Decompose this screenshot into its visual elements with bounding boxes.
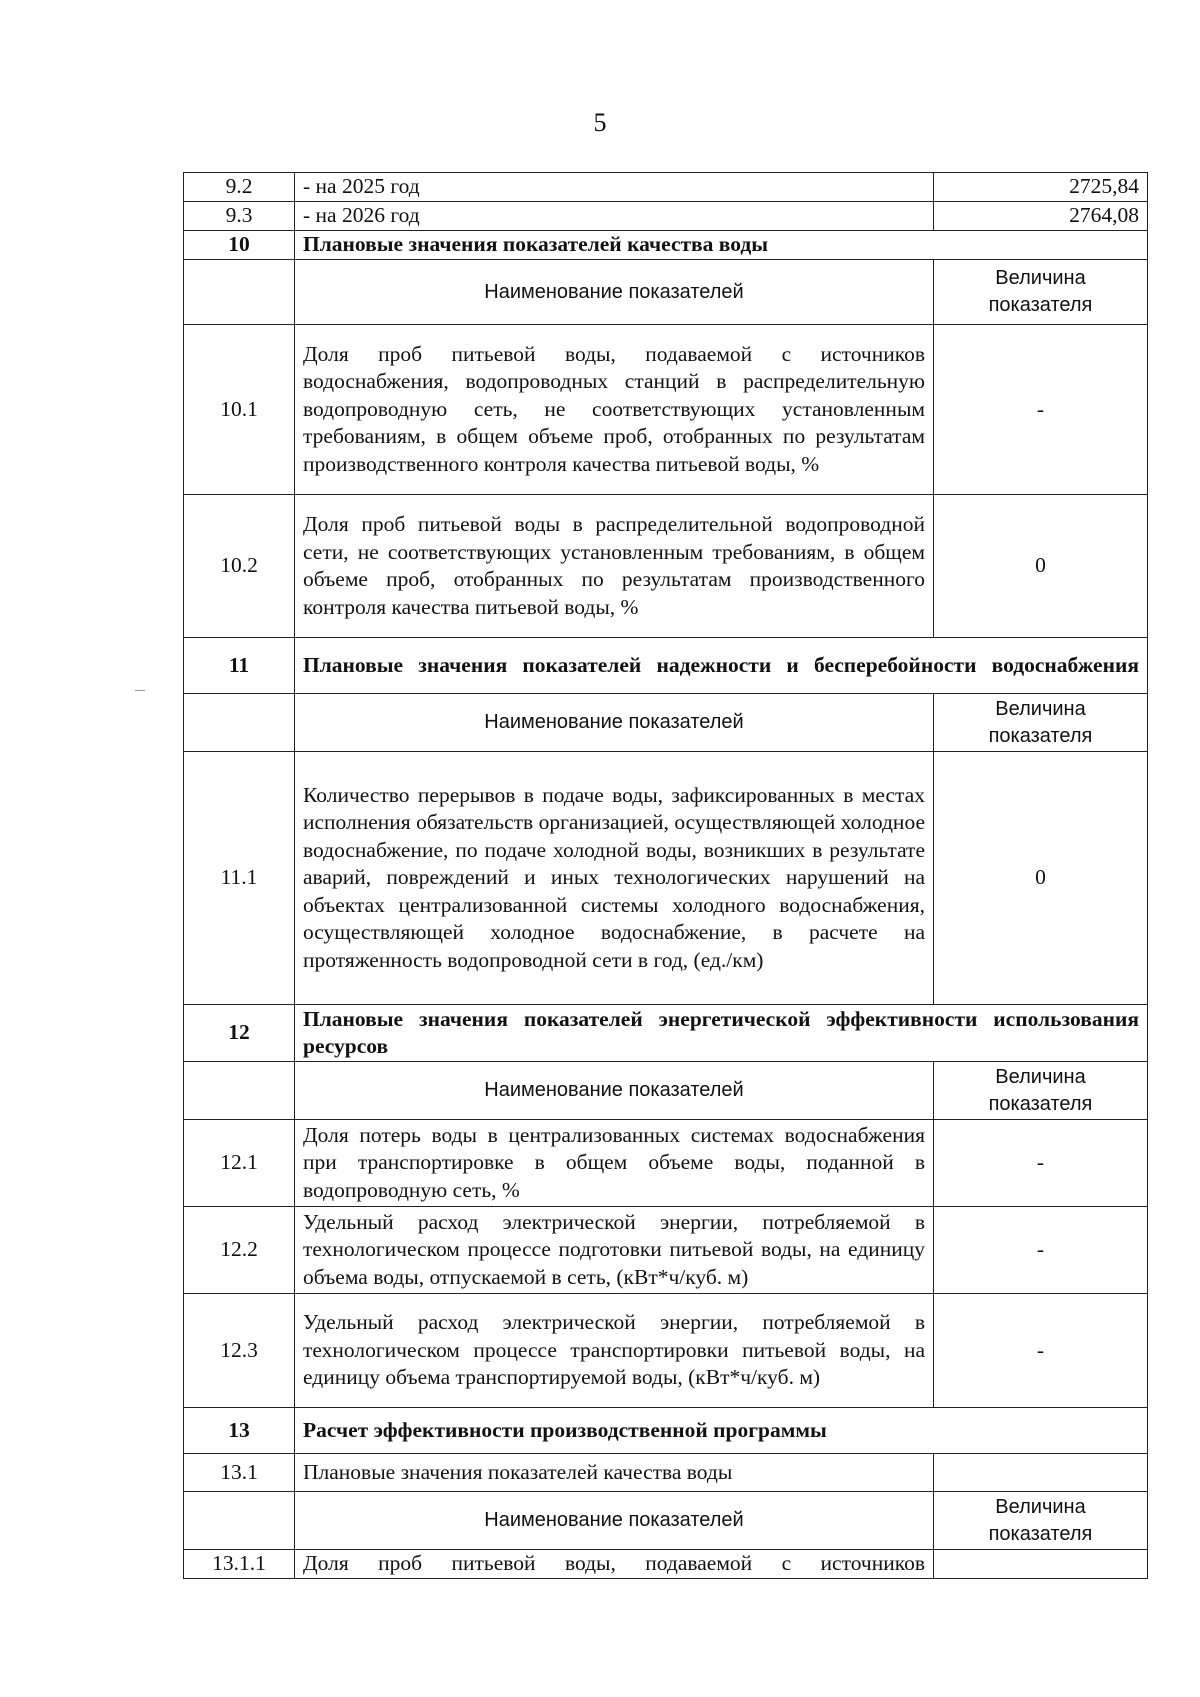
margin-mark bbox=[135, 690, 145, 691]
row-number: 11.1 bbox=[184, 752, 295, 1005]
column-header-row bbox=[184, 694, 1148, 752]
row-number: 9.3 bbox=[184, 202, 295, 231]
row-value bbox=[934, 1550, 1148, 1579]
table-row bbox=[184, 1120, 1148, 1207]
section-number: 10 bbox=[184, 231, 295, 260]
row-number: 13.1 bbox=[184, 1454, 295, 1492]
column-header-row bbox=[184, 1492, 1148, 1550]
column-header-value: Величина показателя bbox=[934, 1492, 1148, 1550]
row-value bbox=[934, 1454, 1148, 1492]
row-text: Доля проб питьевой воды в распределительной водопроводной сети, не соответствующих установленным требованиям, в общем объеме проб, отобранных по результатам производственного контроля качества питьевой воды, % bbox=[295, 495, 934, 638]
row-value: - bbox=[934, 325, 1148, 495]
row-text: Удельный расход электрической энергии, потребляемой в технологическом процессе транспортировки питьевой воды, на единицу объема транспортируемой воды, (кВт*ч/куб. м) bbox=[295, 1294, 934, 1408]
section-number: 12 bbox=[184, 1005, 295, 1062]
row-text: - на 2025 год bbox=[295, 173, 934, 202]
table-row bbox=[184, 325, 1148, 495]
section-title: Плановые значения показателей надежности и бесперебойности водоснабжения bbox=[295, 638, 1148, 694]
column-header-row bbox=[184, 260, 1148, 325]
section-title: Плановые значения показателей энергетической эффективности использования ресурсов bbox=[295, 1005, 1148, 1062]
row-number: 12.3 bbox=[184, 1294, 295, 1408]
empty-cell bbox=[184, 1492, 295, 1550]
row-number: 13.1.1 bbox=[184, 1550, 295, 1579]
row-text: Доля проб питьевой воды, подаваемой с источников bbox=[295, 1550, 934, 1579]
column-header-name: Наименование показателей bbox=[295, 1062, 934, 1120]
empty-cell bbox=[184, 694, 295, 752]
table-row bbox=[184, 1207, 1148, 1294]
section-title: Плановые значения показателей качества воды bbox=[295, 231, 1148, 260]
row-value: - bbox=[934, 1294, 1148, 1408]
row-number: 12.1 bbox=[184, 1120, 295, 1207]
row-text: Количество перерывов в подаче воды, зафиксированных в местах исполнения обязательств организацией, осуществляющей холодное водоснабжение, по подаче холодной воды, возникших в результате аварий, повреждений и иных технологических нарушений на объектах централизованной системы холодного водоснабжения, осуществляющей холодное водоснабжение, в расчете на протяженность водопроводной сети в год, (ед./км) bbox=[295, 752, 934, 1005]
row-number: 10.1 bbox=[184, 325, 295, 495]
table-row bbox=[184, 173, 1148, 202]
empty-cell bbox=[184, 1062, 295, 1120]
row-value: 0 bbox=[934, 752, 1148, 1005]
column-header-row bbox=[184, 1062, 1148, 1120]
row-value: 2725,84 bbox=[934, 173, 1148, 202]
column-header-name: Наименование показателей bbox=[295, 260, 934, 325]
row-value: - bbox=[934, 1120, 1148, 1207]
table-row bbox=[184, 495, 1148, 638]
row-number: 12.2 bbox=[184, 1207, 295, 1294]
production-program-table bbox=[183, 172, 1148, 1579]
column-header-name: Наименование показателей bbox=[295, 1492, 934, 1550]
row-number: 10.2 bbox=[184, 495, 295, 638]
row-value: 2764,08 bbox=[934, 202, 1148, 231]
row-text: Удельный расход электрической энергии, потребляемой в технологическом процессе подготовки питьевой воды, на единицу объема воды, отпускаемой в сеть, (кВт*ч/куб. м) bbox=[295, 1207, 934, 1294]
table-row bbox=[184, 202, 1148, 231]
section-row bbox=[184, 1005, 1148, 1062]
row-text: Доля проб питьевой воды, подаваемой с источников водоснабжения, водопроводных станций в распределительную водопроводную сеть, не соответствующих установленным требованиям, в общем объеме проб, отобранных по результатам производственного контроля качества питьевой воды, % bbox=[295, 325, 934, 495]
page-number: 5 bbox=[593, 108, 607, 137]
section-number: 13 bbox=[184, 1408, 295, 1454]
table-row bbox=[184, 1550, 1148, 1579]
column-header-value: Величина показателя bbox=[934, 1062, 1148, 1120]
section-title: Расчет эффективности производственной программы bbox=[295, 1408, 1148, 1454]
row-value: - bbox=[934, 1207, 1148, 1294]
row-text: Доля потерь воды в централизованных системах водоснабжения при транспортировке в общем объеме воды, поданной в водопроводную сеть, % bbox=[295, 1120, 934, 1207]
column-header-value: Величина показателя bbox=[934, 694, 1148, 752]
row-text: - на 2026 год bbox=[295, 202, 934, 231]
table-row bbox=[184, 1294, 1148, 1408]
section-row bbox=[184, 1408, 1148, 1454]
row-value: 0 bbox=[934, 495, 1148, 638]
table-row bbox=[184, 752, 1148, 1005]
row-number: 9.2 bbox=[184, 173, 295, 202]
section-row bbox=[184, 231, 1148, 260]
empty-cell bbox=[184, 260, 295, 325]
section-number: 11 bbox=[184, 638, 295, 694]
table-row bbox=[184, 1454, 1148, 1492]
column-header-value: Величина показателя bbox=[934, 260, 1148, 325]
column-header-name: Наименование показателей bbox=[295, 694, 934, 752]
section-row bbox=[184, 638, 1148, 694]
row-text: Плановые значения показателей качества воды bbox=[295, 1454, 934, 1492]
